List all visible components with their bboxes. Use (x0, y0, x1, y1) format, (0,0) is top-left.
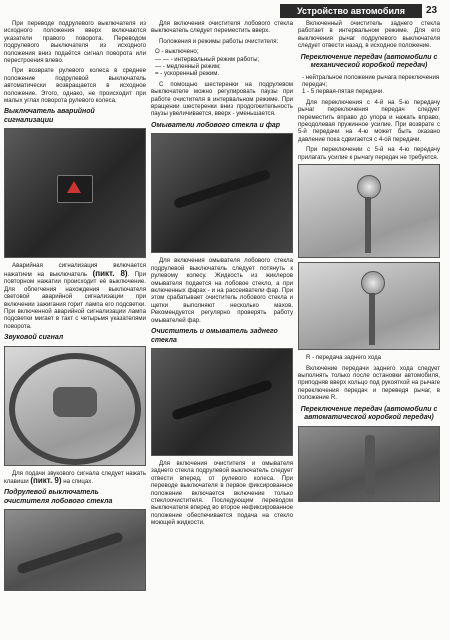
paragraph-turn-signal-1: При переводе подрулевого выключателя из исходного положения вверх включаются указатели правого поворота. Переводом подрулевого выключателя из исходного положения вниз подаётся сигнал поворота или перестроения влево. (4, 20, 146, 65)
paragraph-turn-signal-2: При возврате рулевого колеса в среднее положение подрулевой выключатель автоматически возвращается в исходное положение. Этого, однако, не происходит при малых углах поворота рулевого колеса. (4, 67, 146, 105)
paragraph-shift-4th: При переключении с 5-й на 4-ю передачу прилагать усилие к рычагу передач не требуется. (298, 146, 440, 161)
gear-positions-list (298, 74, 440, 96)
hazard-text-post: . При повторном нажатии происходит её выключение. Для облегчения нахождения выключателя световой аварийной сигнализации при включении зажигания горит лампа его подсветки. При включенной аварийной сигнализации лампа подсветки мигает в такт с четырьмя указателями поворота. (4, 270, 146, 330)
heading-washer: Омыватели лобового стекла и фар (151, 121, 281, 129)
column-middle (151, 20, 293, 530)
auto-selector-image (365, 435, 375, 495)
section-title: Устройство автомобиля (280, 4, 422, 18)
paragraph-rear-wiper: Для включения очистителя и омывателя заднего стекла подрулевой выключатель следует отвести вперед, от рулевого колеса. При переводе выключателя в первое фиксированное положение включается включение только стеклоочистителя. Последующим переводом выключателя вперед во второе нефиксированное положение обеспечивается подача на стекло моющей жидкости. (151, 460, 293, 527)
paragraph-horn (4, 470, 146, 486)
rear-wiper-stalk-image (171, 379, 273, 421)
paragraph-washer: Для включения омывателя лобового стекла подрулевой выключатель следует потянуть к рулевому колесу. Жидкость из жиклеров омывателя подается на лобовое стекло, а при включенных фарах - и на рассеиватели фар. При этом срабатывает очиститель лобового стекла и щетки выполняют несколько махов. Рекомендуется регулярно проверять работу омывателей фар. (151, 257, 293, 324)
hazard-triangle-icon (67, 181, 81, 193)
rear-wiper-photo (151, 348, 293, 456)
horn-text-pre: Для подачи звукового сигнала следует нажать клавиши (4, 469, 146, 486)
page-number: 23 (426, 5, 438, 16)
column-left (4, 20, 146, 595)
heading-manual-gearbox: Переключение передач (автомобили с механической коробкой передач) (300, 53, 438, 70)
column-right (298, 20, 440, 506)
horn-text-post: на спицах. (63, 478, 94, 486)
wiper-mode-item: — - медленный режим; (155, 63, 221, 71)
heading-horn: Звуковой сигнал (4, 334, 64, 342)
reverse-gear-label: R - передача заднего хода (306, 354, 382, 362)
horn-pictogram-ref: (пикт. 9) (30, 476, 62, 486)
wiper-mode-item: — — - интервальный режим работы; (155, 55, 260, 63)
washer-stalk-photo (151, 133, 293, 253)
steering-wheel-photo (4, 346, 146, 466)
wiper-mode-item: = - ускоренный режим. (155, 70, 220, 78)
wiper-stalk-image (16, 532, 124, 576)
paragraph-rear-wiper-interval: Включенный очиститель заднего стекла работает в интервальном режиме. Для его выключения рычаг подрулевого выключателя следует отвести назад, в исходное положение. (298, 20, 440, 50)
gear-lever-image (369, 293, 375, 345)
auto-selector-photo (298, 426, 440, 502)
gear-lever-photo-1 (298, 164, 440, 258)
gear-neutral-item: - нейтральное положение рычага переключения передач; (302, 73, 440, 89)
heading-auto-gearbox: Переключение передач (автомобили с автоматической коробкой передач) (300, 405, 438, 422)
gear-lever-image (365, 197, 371, 253)
gear-range-item: 1 - 5 первая-пятая передачи. (302, 88, 384, 96)
page-header (280, 4, 450, 18)
paragraph-hazard (4, 262, 146, 330)
gear-lever-photo-2 (298, 262, 440, 350)
wiper-mode-item: O - выключено; (155, 48, 199, 56)
washer-stalk-image (173, 169, 271, 209)
paragraph-reverse: Включение передачи заднего хода следует выполнять только после остановки автомобиля, приподняв вверх кольцо под рукояткой на рычаге переключения передач и переведя рычаг, в положение R. (298, 364, 440, 402)
paragraph-wiper-on: Для включения очистителя лобового стекла выключатель следует переместить вверх. (151, 20, 293, 35)
hazard-text-pre: Аварийная сигнализация включается нажатием на выключатель (4, 262, 146, 278)
gear-knob-image (361, 271, 385, 295)
horn-pad-image (53, 387, 97, 417)
wiper-modes-list (151, 48, 293, 78)
heading-rear-wiper: Очиститель и омыватель заднего стекла (151, 328, 278, 344)
paragraph-wiper-modes: Положения и режимы работы очистителя: (159, 37, 279, 45)
heading-wiper-switch: Подрулевой выключатель очистителя лобового стекла (4, 489, 113, 505)
hazard-switch-photo (4, 128, 146, 258)
paragraph-interval: С помощью шестеренки на подрулевом выключателе можно регулировать паузы при работе очистителя в интервальном режиме. При вращении шестеренки вниз продолжительность паузы увеличивается, вверх - уменьшается. (151, 80, 293, 118)
heading-hazard-switch: Выключатель аварийной сигнализации (4, 108, 95, 124)
paragraph-shift-5th: Для переключения с 4-й на 5-ю передачу рычаг переключения передач следует переместить вправо до упора и нажать вправо, преодолевая пружинное усилие. При возврате с 5-й передачи на 4-ю может быть оказано давление пока сдвигается с 4-ой передачи. (298, 98, 440, 143)
gear-knob-image (357, 175, 381, 199)
wiper-stalk-photo (4, 509, 146, 591)
hazard-pictogram-ref: (пикт. 8) (92, 268, 128, 278)
